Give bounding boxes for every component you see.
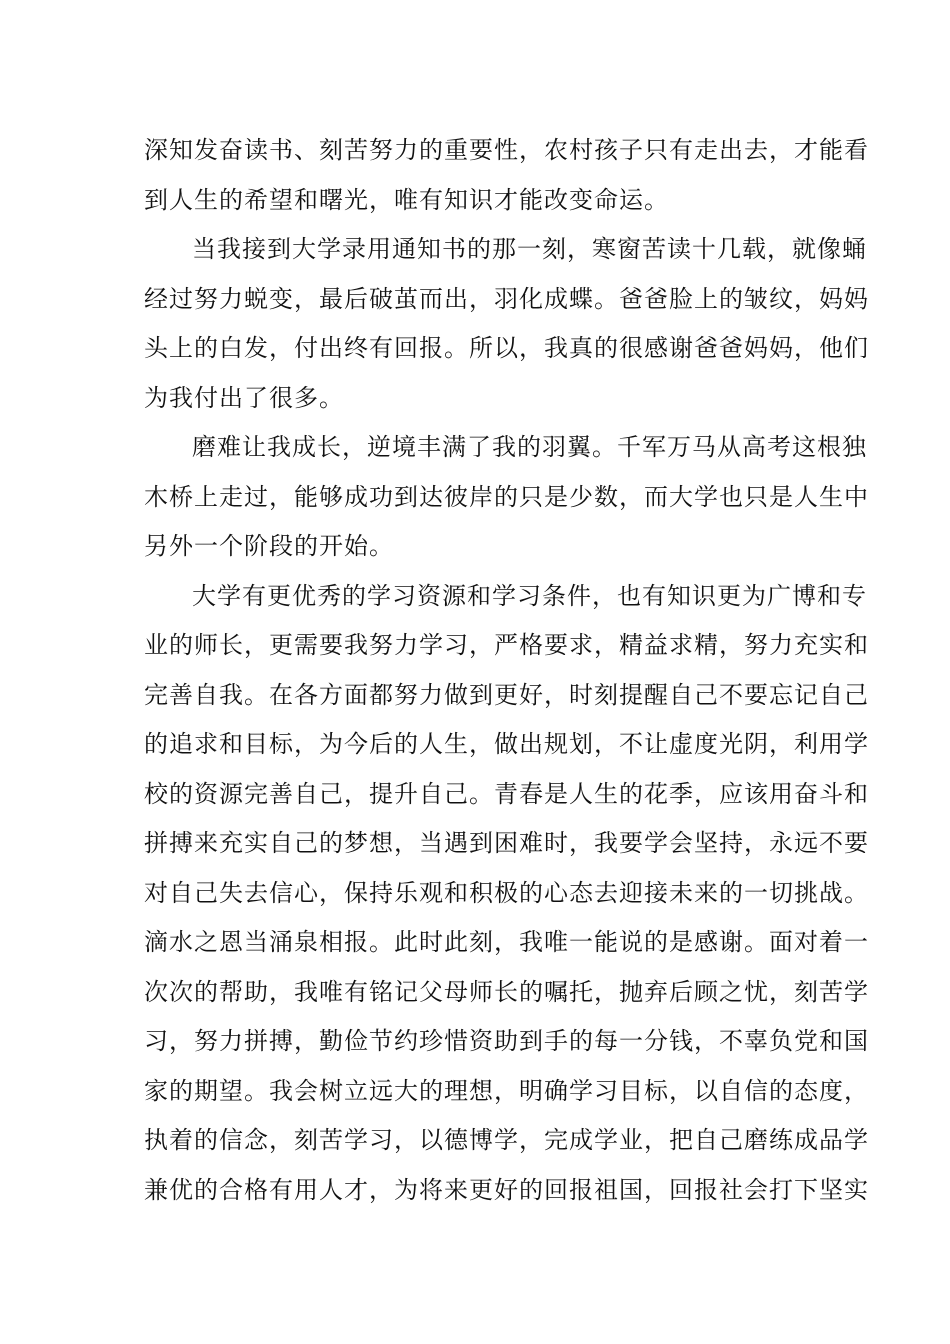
- paragraph-first-line: 当我接到大学录用通知书的那一刻，寒窗苦读十几载，就像蛹: [192, 235, 867, 263]
- text-line: 木桥上走过，能够成功到达彼岸的只是少数，而大学也只是人生中: [144, 482, 869, 511]
- text-line: 业的师长，更需要我努力学习，严格要求，精益求精，努力充实和: [144, 631, 869, 659]
- text-line: 经过努力蜕变，最后破茧而出，羽化成蝶。爸爸脸上的皱纹，妈妈: [144, 284, 869, 313]
- text-line: 对自己失去信心，保持乐观和积极的心态去迎接未来的一切挑战。: [144, 878, 869, 907]
- text-line: 兼优的合格有用人才，为将来更好的回报祖国，回报社会打下坚实: [144, 1175, 869, 1204]
- text-line: 拼搏来充实自己的梦想，当遇到困难时，我要学会坚持，永远不要: [144, 829, 869, 857]
- body-text: [144, 126, 869, 1215]
- text-line: 次次的帮助，我唯有铭记父母师长的嘱托，抛弃后顾之忧，刻苦学: [144, 977, 869, 1006]
- text-line: 校的资源完善自己，提升自己。青春是人生的花季，应该用奋斗和: [144, 779, 869, 808]
- paragraph-first-line: 大学有更优秀的学习资源和学习条件，也有知识更为广博和专: [192, 581, 867, 610]
- text-line: 习，努力拼搏，勤俭节约珍惜资助到手的每一分钱，不辜负党和国: [144, 1027, 869, 1055]
- text-line: 头上的白发，付出终有回报。所以，我真的很感谢爸爸妈妈，他们: [144, 334, 869, 362]
- text-line: 家的期望。我会树立远大的理想，明确学习目标，以自信的态度，: [144, 1076, 869, 1105]
- text-line: 执着的信念，刻苦学习，以德博学，完成学业，把自己磨练成品学: [144, 1126, 869, 1154]
- text-line: 深知发奋读书、刻苦努力的重要性，农村孩子只有走出去，才能看: [144, 136, 869, 164]
- text-line: 完善自我。在各方面都努力做到更好，时刻提醒自己不要忘记自己: [144, 680, 869, 709]
- text-line: 为我付出了很多。: [144, 383, 344, 412]
- text-line: 另外一个阶段的开始。: [144, 532, 394, 560]
- paragraph-first-line: 磨难让我成长，逆境丰满了我的羽翼。千军万马从高考这根独: [192, 433, 867, 461]
- text-line: 的追求和目标，为今后的人生，做出规划，不让虚度光阴，利用学: [144, 730, 869, 758]
- text-line: 到人生的希望和曙光，唯有知识才能改变命运。: [144, 185, 669, 214]
- text-line: 滴水之恩当涌泉相报。此时此刻，我唯一能说的是感谢。面对着一: [144, 928, 869, 956]
